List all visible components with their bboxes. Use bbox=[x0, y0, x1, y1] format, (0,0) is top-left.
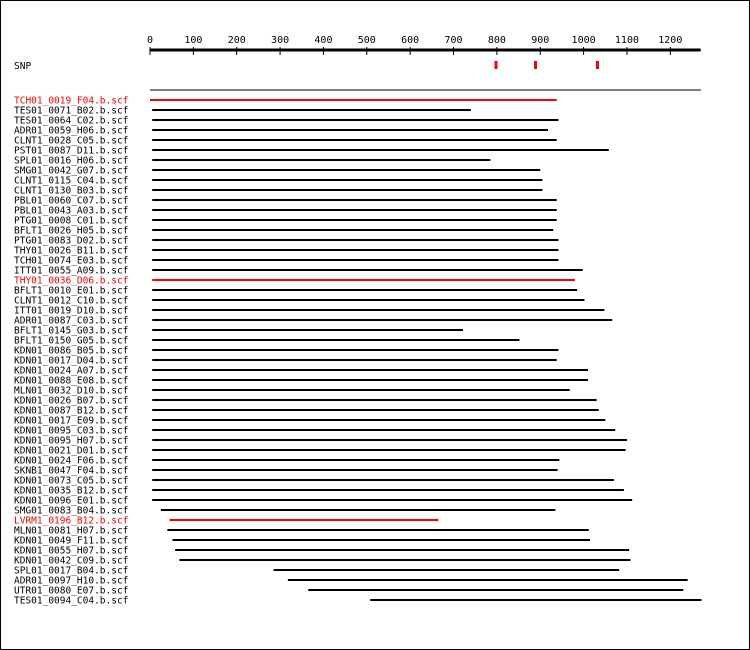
axis-tick-label: 500 bbox=[357, 35, 376, 46]
axis-tick-label: 900 bbox=[531, 35, 550, 46]
snp-track bbox=[495, 61, 599, 69]
read-name[interactable]: KDN01_0024_A07.b.scf bbox=[14, 365, 129, 377]
axis-tick-label: 300 bbox=[271, 35, 290, 46]
axis-tick-label: 600 bbox=[401, 35, 420, 46]
read-name[interactable]: KDN01_0086_B05.b.scf bbox=[14, 345, 129, 357]
read-name[interactable]: PTG01_0083_D02.b.scf bbox=[14, 235, 129, 247]
read-name[interactable]: UTR01_0080_E07.b.scf bbox=[14, 585, 129, 597]
read-name[interactable]: PBL01_0043_A03.b.scf bbox=[14, 205, 129, 217]
reads-list bbox=[14, 96, 702, 607]
snp-marker bbox=[596, 61, 599, 69]
read-name[interactable]: KDN01_0017_E09.b.scf bbox=[14, 415, 129, 427]
read-name[interactable]: ITT01_0019_D10.b.scf bbox=[14, 305, 129, 317]
read-name[interactable]: SMG01_0083_B04.b.scf bbox=[14, 505, 129, 517]
read-name[interactable]: TES01_0071_B02.b.scf bbox=[14, 105, 129, 117]
read-name[interactable]: KDN01_0017_D04.b.scf bbox=[14, 355, 129, 367]
read-name[interactable]: KDN01_0055_H07.b.scf bbox=[14, 545, 129, 557]
axis-tick-label: 700 bbox=[444, 35, 463, 46]
read-row bbox=[14, 596, 702, 607]
read-name[interactable]: ADR01_0059_H06.b.scf bbox=[14, 125, 129, 137]
read-name[interactable]: CLNT1_0130_B03.b.scf bbox=[14, 185, 129, 197]
read-name[interactable]: LVRM1_0196_B12.b.scf bbox=[14, 515, 129, 527]
read-name[interactable]: ITT01_0055_A09.b.scf bbox=[14, 265, 129, 277]
read-name[interactable]: KDN01_0049_F11.b.scf bbox=[14, 535, 129, 547]
read-name[interactable]: TES01_0064_C02.b.scf bbox=[14, 115, 129, 127]
read-name[interactable]: SPL01_0017_B04.b.scf bbox=[14, 565, 129, 577]
read-name[interactable]: KDN01_0088_E08.b.scf bbox=[14, 375, 129, 387]
read-name[interactable]: PTG01_0008_C01.b.scf bbox=[14, 215, 129, 227]
read-name[interactable]: KDN01_0035_B12.b.scf bbox=[14, 485, 129, 497]
position-axis bbox=[147, 35, 701, 55]
read-name[interactable]: ADR01_0097_H10.b.scf bbox=[14, 575, 129, 587]
axis-tick-label: 1000 bbox=[571, 35, 596, 46]
read-name[interactable]: KDN01_0095_C03.b.scf bbox=[14, 425, 129, 437]
axis-tick-label: 400 bbox=[314, 35, 333, 46]
read-name[interactable]: BFLT1_0150_G05.b.scf bbox=[14, 335, 129, 347]
read-name[interactable]: SKNB1_0047_F04.b.scf bbox=[14, 465, 129, 477]
axis-tick-label: 100 bbox=[184, 35, 203, 46]
read-name[interactable]: MLN01_0032_D10.b.scf bbox=[14, 385, 129, 397]
axis-tick-label: 1200 bbox=[658, 35, 683, 46]
axis-tick-label: 1100 bbox=[614, 35, 640, 46]
snp-marker bbox=[534, 61, 537, 69]
read-name[interactable]: SPL01_0016_H06.b.scf bbox=[14, 155, 129, 167]
read-name[interactable]: TCH01_0074_E03.b.scf bbox=[14, 255, 129, 267]
read-name[interactable]: BFLT1_0010_E01.b.scf bbox=[14, 285, 129, 297]
read-name[interactable]: THY01_0026_B11.b.scf bbox=[14, 245, 129, 257]
read-name[interactable]: SMG01_0042_G07.b.scf bbox=[14, 165, 129, 177]
axis-tick-label: 0 bbox=[146, 35, 154, 46]
axis-tick-label: 800 bbox=[487, 35, 506, 46]
read-name[interactable]: CLNT1_0028_C05.b.scf bbox=[14, 135, 129, 147]
read-name[interactable]: KDN01_0024_F06.b.scf bbox=[14, 455, 129, 467]
read-name[interactable]: KDN01_0042_C09.b.scf bbox=[14, 555, 129, 567]
read-name[interactable]: CLNT1_0115_C04.b.scf bbox=[14, 175, 129, 187]
read-name[interactable]: KDN01_0095_H07.b.scf bbox=[14, 435, 129, 447]
read-name[interactable]: KDN01_0096_E01.b.scf bbox=[14, 495, 129, 507]
snp-marker bbox=[495, 61, 498, 69]
read-name[interactable]: KDN01_0073_C05.b.scf bbox=[14, 475, 129, 487]
read-name[interactable]: PST01_0087_D11.b.scf bbox=[14, 145, 129, 157]
read-name[interactable]: THY01_0036_D06.b.scf bbox=[14, 275, 129, 287]
read-name[interactable]: BFLT1_0145_G03.b.scf bbox=[14, 325, 129, 337]
read-name[interactable]: KDN01_0087_B12.b.scf bbox=[14, 405, 129, 417]
read-name[interactable]: BFLT1_0026_H05.b.scf bbox=[14, 225, 129, 237]
snp-track-label: SNP bbox=[14, 61, 32, 72]
axis-tick-label: 200 bbox=[227, 35, 246, 46]
read-name[interactable]: PBL01_0060_C07.b.scf bbox=[14, 195, 129, 207]
read-name[interactable]: ADR01_0087_C03.b.scf bbox=[14, 315, 129, 327]
read-name[interactable]: KDN01_0021_D01.b.scf bbox=[14, 445, 129, 457]
read-name[interactable]: TCH01_0019_F04.b.scf bbox=[14, 95, 129, 107]
read-name[interactable]: CLNT1_0012_C10.b.scf bbox=[14, 295, 129, 307]
read-name[interactable]: TES01_0094_C04.b.scf bbox=[14, 595, 129, 607]
read-name[interactable]: MLN01_0081_H07.b.scf bbox=[14, 525, 129, 537]
read-name[interactable]: KDN01_0026_B07.b.scf bbox=[14, 395, 129, 407]
